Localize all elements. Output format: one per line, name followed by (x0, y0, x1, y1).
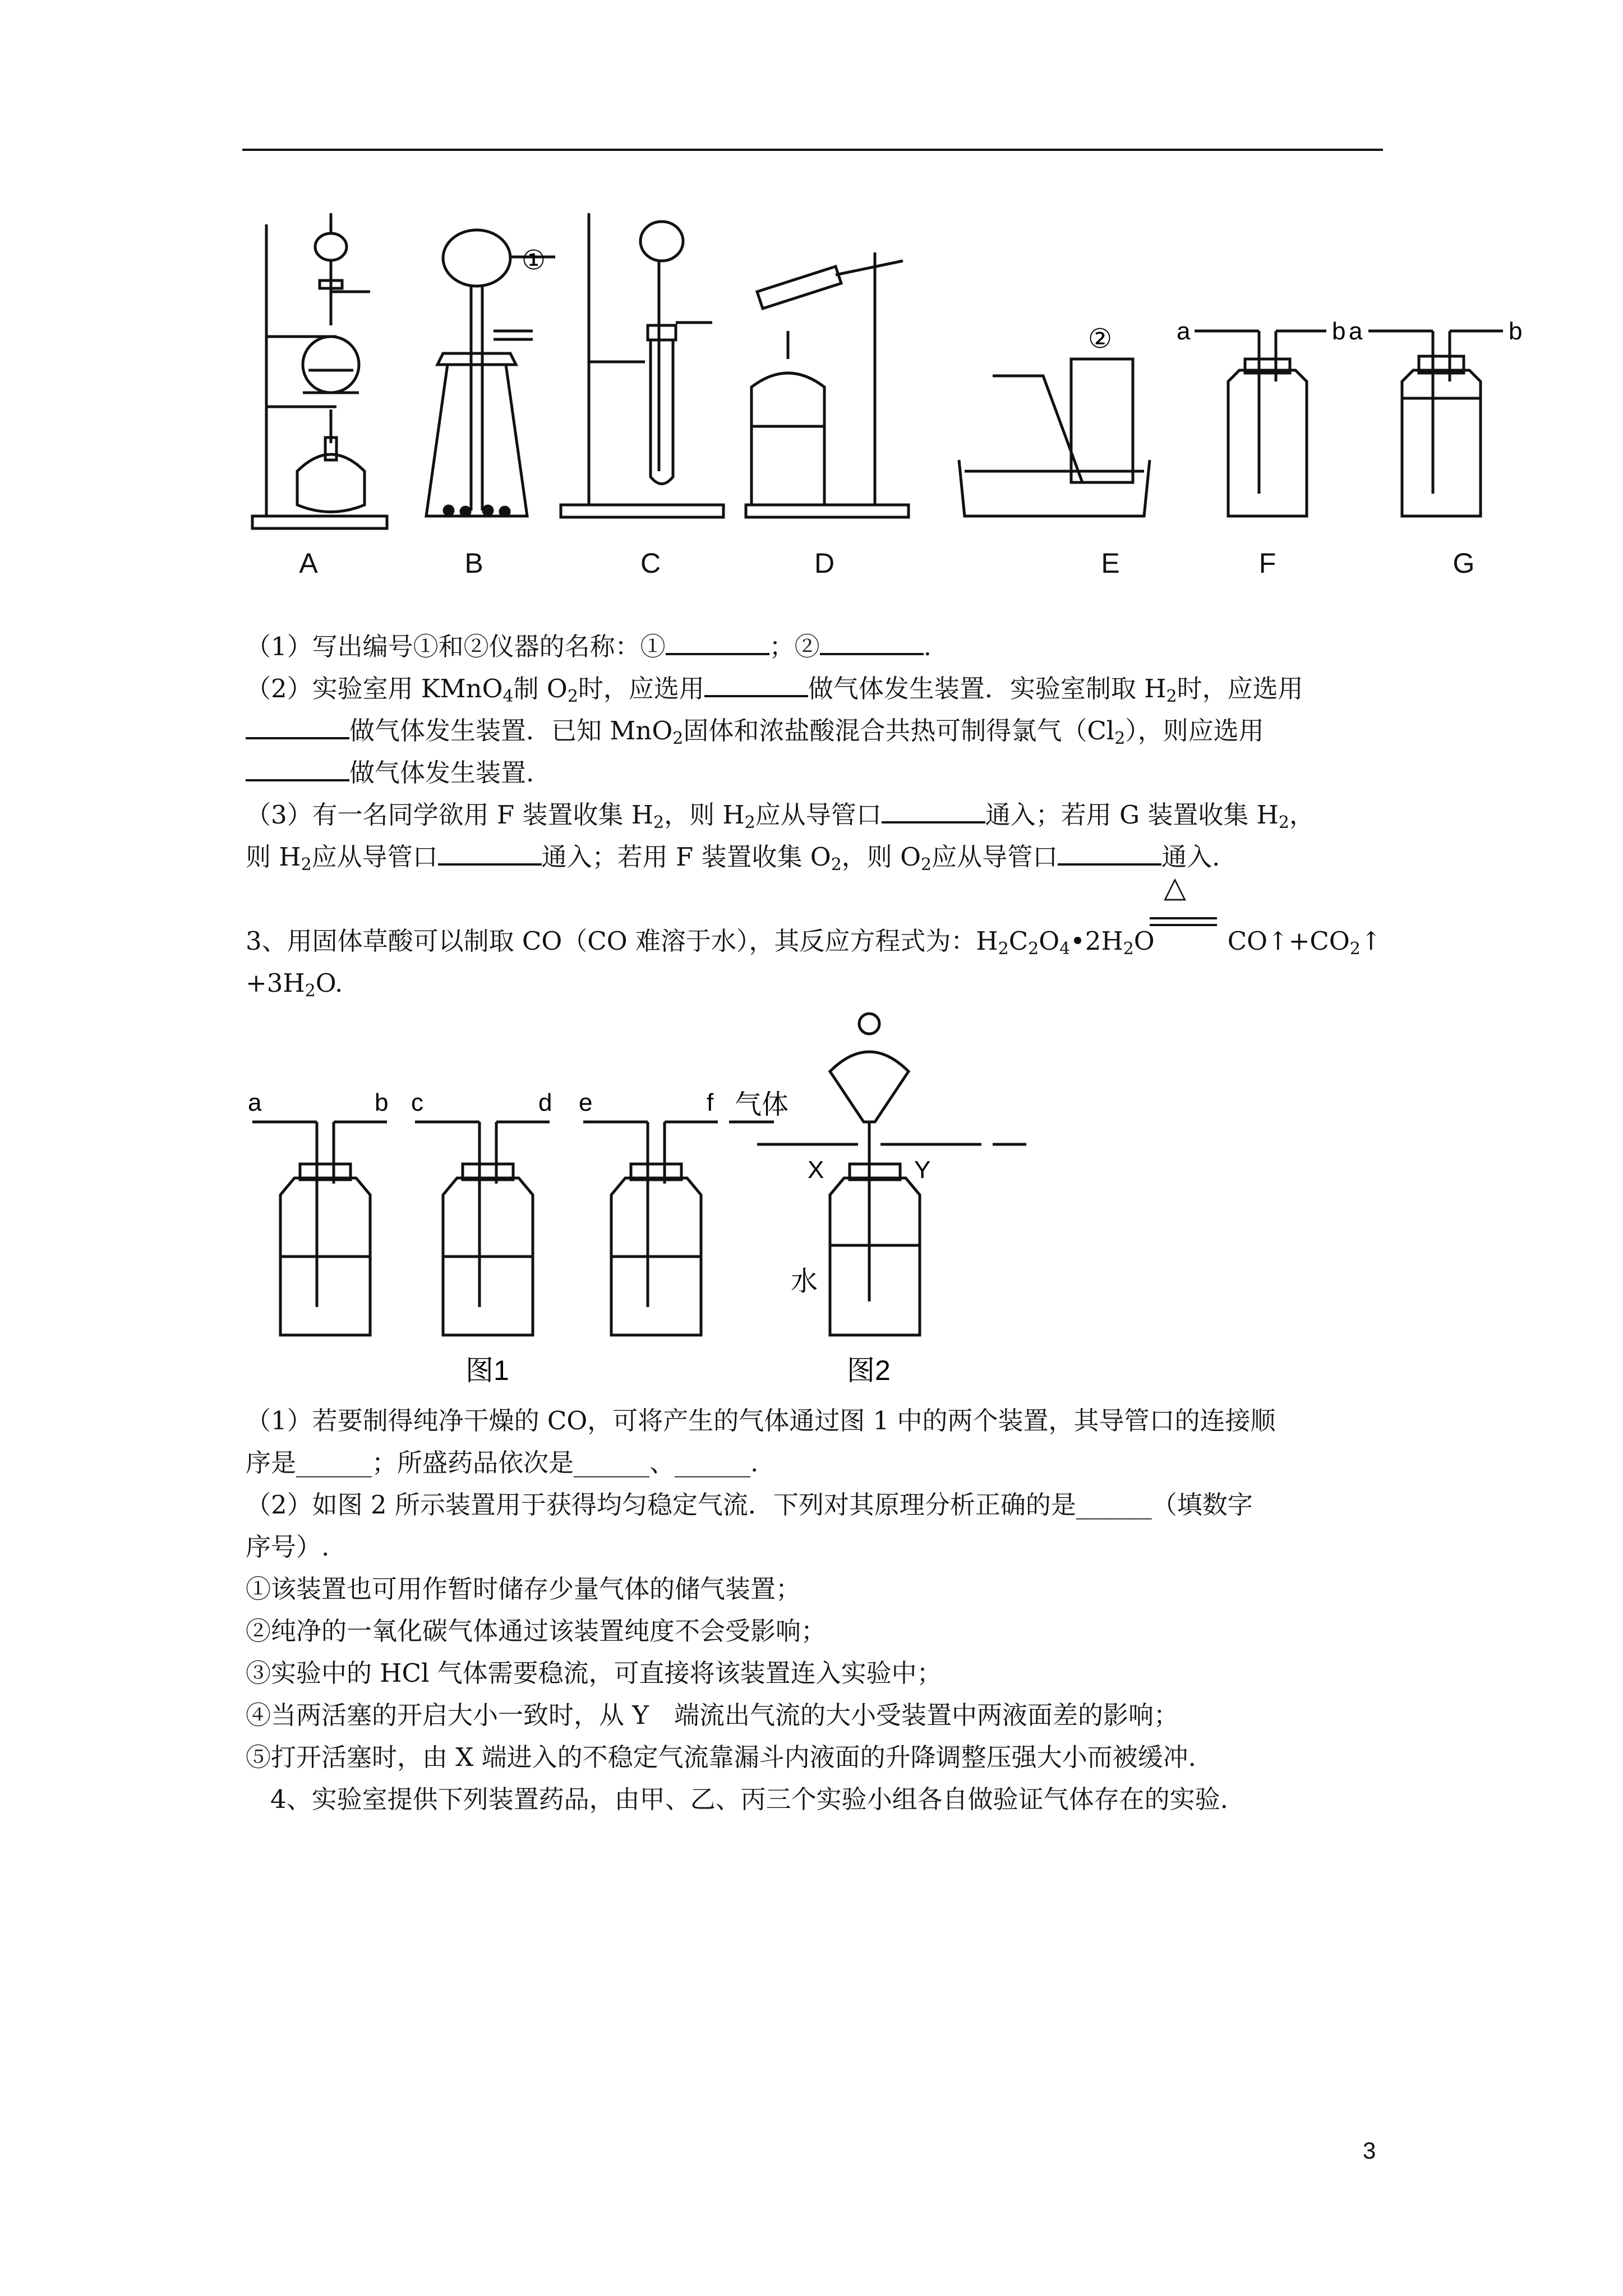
q3-option-3: ③实验中的 HCl 气体需要稳流，可直接将该装置连入实验中； (246, 1658, 942, 1688)
bottle-ab (252, 1122, 387, 1335)
q2-line4: 做气体发生装置. (246, 752, 534, 794)
q2-line6: 则 $H_2$应从导管口 通入；若用 F 装置收集 $O_2$，则 $O_2$应从导管口 通入. (246, 842, 1220, 875)
q3-option-2: ②纯净的一氧化碳气体通过该装置纯度不会受影响； (246, 1616, 827, 1646)
q2-line1: （1）写出编号①和②仪器的名称：① ；② . (246, 632, 932, 661)
port-f: f (707, 1089, 714, 1116)
label-a: A (299, 547, 318, 579)
wash-bottles-figure (241, 1010, 1026, 1391)
q3-line2: $+3H_2O$. (246, 968, 343, 1001)
fig1-caption: 图1 (465, 1355, 509, 1386)
apparatus-d (746, 252, 909, 517)
page-number: 3 (1363, 2137, 1376, 2164)
label-e: E (1101, 547, 1120, 579)
port-e: e (579, 1089, 593, 1116)
label-c: C (640, 547, 661, 579)
marker-1: ① (522, 246, 546, 275)
q2-line3: 做气体发生装置．已知 MnO$_2$固体和浓盐酸混合共热可制得氯气$(Cl_2)$，则应选用 (246, 710, 1264, 752)
q3-option-1: ①该装置也可用作暂时储存少量气体的储气装置； (246, 1574, 801, 1604)
port-b: b (375, 1089, 389, 1116)
label-d: D (814, 547, 835, 579)
q3-p2b: 序号）. (246, 1532, 330, 1562)
port-g-a: a (1349, 318, 1363, 345)
apparatus-a (252, 213, 387, 528)
port-c: c (411, 1089, 423, 1116)
port-d: d (538, 1089, 552, 1116)
reaction-arrow (1150, 917, 1217, 919)
q2-line5: （3）有一名同学欲用 F 装置收集 $H_2$，则 $H_2$应从导管口 通入；若用 G 装置收集 $H_2$， (246, 800, 1315, 832)
apparatus-figure (241, 213, 1576, 550)
x-label: X (808, 1156, 824, 1184)
q2-line2: （2）实验室用 KMnO$_4$制 $O_2$时，应选用 做气体发生装置．实验室制取 $H_2$时，应选用 (246, 674, 1303, 706)
header-rule (242, 149, 1383, 151)
apparatus-f (1195, 331, 1326, 516)
label-b: B (464, 547, 483, 579)
gas-label: 气体 (735, 1090, 789, 1120)
bottle-ef (583, 1122, 718, 1335)
marker-2: ② (1088, 324, 1113, 354)
y-label: Y (914, 1156, 931, 1184)
q3-p2a: （2）如图 2 所示装置用于获得均匀稳定气流．下列对其原理分析正确的是______（填数字 (246, 1490, 1253, 1520)
heat-symbol: △ (1164, 871, 1186, 904)
q3-line1: 3、用固体草酸可以制取 CO（CO 难溶于水），其反应方程式为：$H_2C_2O_4•2H_2O$ $CO↑+CO_2↑$ (246, 926, 1382, 959)
q3-p1a: （1）若要制得纯净干燥的 CO，可将产生的气体通过图 1 中的两个装置，其导管口的连接顺 (246, 1406, 1276, 1435)
label-g: G (1453, 547, 1475, 579)
port-a: a (248, 1089, 262, 1116)
fig2-caption: 图2 (847, 1355, 891, 1386)
port-g-b: b (1509, 318, 1523, 345)
label-f: F (1258, 547, 1276, 579)
q3-option-4: ④当两活塞的开启大小一致时，从 Y 端流出气流的大小受装置中两液面差的影响； (246, 1700, 1179, 1730)
apparatus-c (561, 213, 723, 517)
bottle-cd (415, 1122, 550, 1335)
apparatus-g (1368, 331, 1503, 516)
apparatus-e (959, 359, 1150, 516)
water-label: 水 (791, 1267, 818, 1296)
q3-option-5: ⑤打开活塞时，由 X 端进入的不稳定气流靠漏斗内液面的升降调整压强大小而被缓冲. (246, 1742, 1196, 1772)
port-f-b: b (1332, 318, 1346, 345)
q4-line: 4、实验室提供下列装置药品，由甲、乙、丙三个实验小组各自做验证气体存在的实验. (270, 1784, 1228, 1814)
port-f-a: a (1177, 318, 1191, 345)
buffer-apparatus (729, 1014, 1026, 1335)
q3-p1b: 序是______；所盛药品依次是______、______. (246, 1448, 759, 1478)
